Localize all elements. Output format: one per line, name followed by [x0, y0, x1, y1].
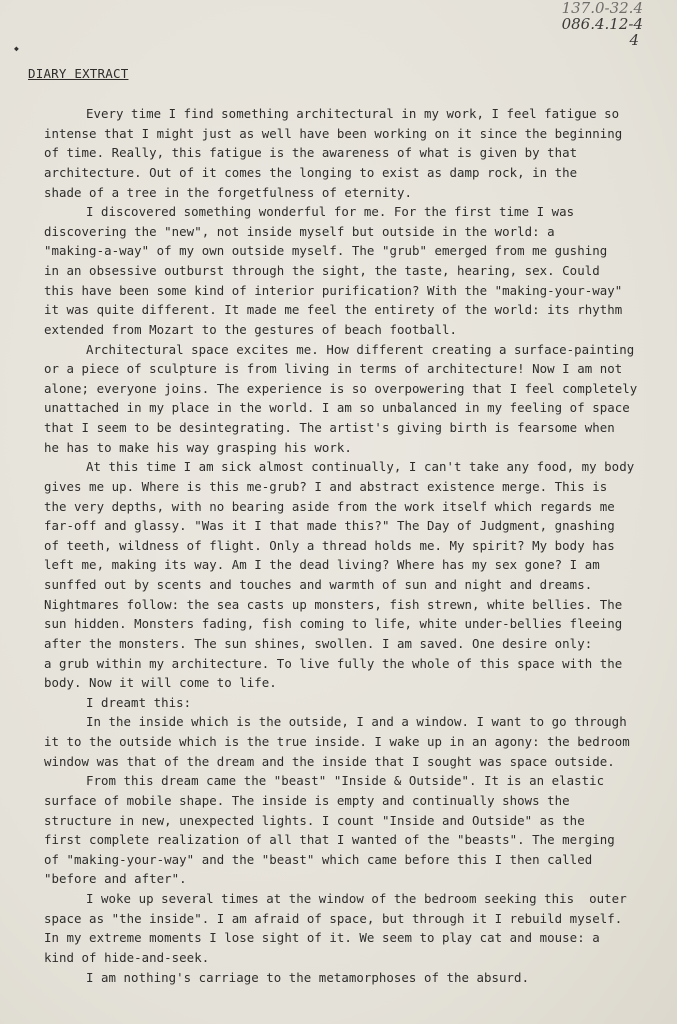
- text-line: of "making-your-way" and the "beast" which came before this I then called: [44, 851, 593, 867]
- punch-mark-icon: ◆: [14, 44, 19, 53]
- text-line: unattached in my place in the world. I am so unbalanced in my feeling of space: [44, 400, 630, 416]
- text-line: I dreamt this:: [86, 694, 192, 710]
- text-line: of time. Really, this fatigue is the awareness of what is given by that: [44, 145, 578, 161]
- text-line: in an obsessive outburst through the sight, the taste, hearing, sex. Could: [44, 263, 600, 278]
- text-line: or a piece of sculpture is from living in terms of architecture! Now I am not: [44, 361, 623, 377]
- text-line: space as "the inside". I am afraid of space, but through it I rebuild myself.: [44, 910, 623, 926]
- paragraph: [44, 693, 674, 713]
- text-line: extended from Mozart to the gestures of beach football.: [44, 321, 458, 337]
- text-line: gives me up. Where is this me-grub? I and abstract existence merge. This is: [44, 478, 608, 494]
- paragraph: [44, 340, 674, 458]
- paragraph: [44, 968, 674, 988]
- text-line: structure in new, unexpected lights. I count "Inside and Outside" as the: [44, 812, 585, 828]
- text-line: body. Now it will come to life.: [44, 675, 277, 691]
- text-line: alone; everyone joins. The experience is so overpowering that I feel completely: [44, 380, 638, 396]
- text-line: discovering the "new", not inside myself but outside in the world: a: [44, 223, 555, 239]
- text-line: "making-a-way" of my own outside myself. The "grub" emerged from me gushing: [44, 243, 608, 259]
- text-line: Nightmares follow: the sea casts up monsters, fish strewn, white bellies. The: [44, 596, 623, 612]
- text-line: he has to make his way grasping his work.: [44, 439, 352, 455]
- text-line: window was that of the dream and the inside that I sought was space outside.: [44, 753, 615, 769]
- text-line: shade of a tree in the forgetfulness of eternity.: [44, 184, 412, 200]
- text-line: I am nothing's carriage to the metamorphoses of the absurd.: [86, 969, 530, 985]
- text-line: architecture. Out of it comes the longing to exist as damp rock, in the: [44, 164, 578, 180]
- text-line: At this time I am sick almost continually, I can't take any food, my body: [86, 459, 635, 475]
- diary-body: [44, 104, 674, 987]
- text-line: I woke up several times at the window of the bedroom seeking this outer: [86, 891, 627, 906]
- text-line: I discovered something wonderful for me. For the first time I was: [86, 204, 575, 220]
- archive-reference-top: 137.0-32.4: [561, 0, 643, 17]
- text-line: left me, making its way. Am I the dead living? Where has my sex gone? I am: [44, 557, 600, 573]
- text-line: Architectural space excites me. How different creating a surface-painting: [86, 341, 635, 357]
- paragraph: [44, 104, 674, 202]
- text-line: it was quite different. It made me feel the entirety of the world: its rhythm: [44, 302, 623, 318]
- archive-reference-number: 086.4.12-4: [561, 15, 643, 33]
- text-line: that I seem to be desintegrating. The artist's giving birth is fearsome when: [44, 420, 615, 435]
- paragraph: [44, 771, 674, 889]
- text-line: first complete realization of all that I wanted of the "beasts". The merging: [44, 832, 615, 848]
- text-line: intense that I might just as well have been working on it since the beginning: [44, 125, 623, 141]
- text-line: after the monsters. The sun shines, swollen. I am saved. One desire only:: [44, 635, 593, 651]
- text-line: sunffed out by scents and touches and warmth of sun and night and dreams.: [44, 577, 593, 592]
- text-line: "before and after".: [44, 871, 187, 887]
- text-line: From this dream came the "beast" "Inside & Outside". It is an elastic: [86, 773, 605, 789]
- text-line: sun hidden. Monsters fading, fish coming to life, white under-bellies fleeing: [44, 616, 623, 632]
- text-line: In my extreme moments I lose sight of it. We seem to play cat and mouse: a: [44, 930, 600, 946]
- paragraph: [44, 712, 674, 771]
- archive-reference-note: [562, 0, 643, 48]
- paragraph: [44, 202, 674, 339]
- text-line: of teeth, wildness of flight. Only a thread holds me. My spirit? My body has: [44, 537, 615, 553]
- text-line: kind of hide-and-seek.: [44, 949, 210, 965]
- paragraph: [44, 889, 674, 968]
- text-line: In the inside which is the outside, I and a window. I want to go through: [86, 714, 627, 730]
- text-line: this have been some kind of interior purification? With the "making-your-way": [44, 282, 623, 298]
- page-number: 4: [629, 31, 639, 49]
- paragraph: [44, 457, 674, 693]
- document-title: DIARY EXTRACT: [28, 66, 129, 81]
- text-line: the very depths, with no bearing aside from the work itself which regards me: [44, 498, 615, 514]
- text-line: far-off and glassy. "Was it I that made this?" The Day of Judgment, gnashing: [44, 518, 615, 534]
- text-line: Every time I find something architectural in my work, I feel fatigue so: [86, 106, 620, 121]
- text-line: a grub within my architecture. To live fully the whole of this space with the: [44, 655, 623, 671]
- text-line: it to the outside which is the true inside. I wake up in an agony: the bedroom: [44, 734, 630, 749]
- text-line: surface of mobile shape. The inside is empty and continually shows the: [44, 792, 570, 808]
